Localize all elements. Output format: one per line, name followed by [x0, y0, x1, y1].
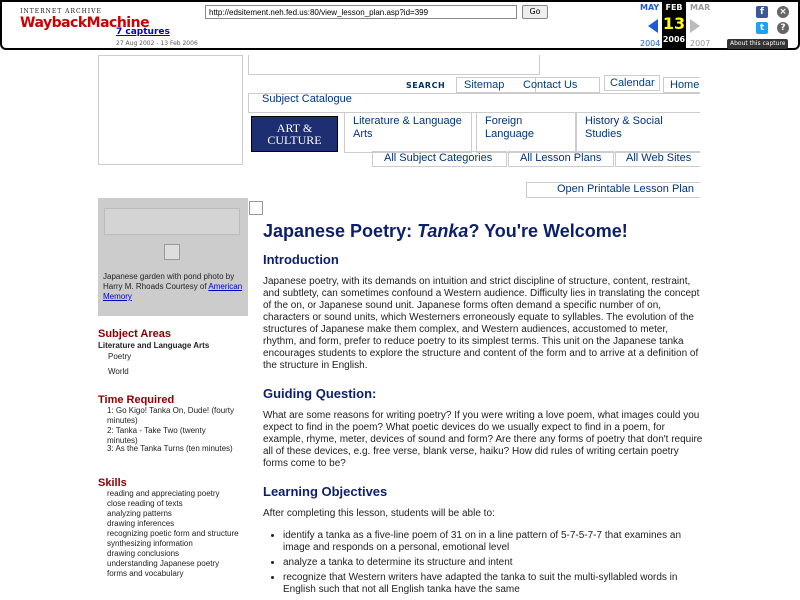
skills-heading: Skills: [98, 477, 127, 489]
guiding-question-text: What are some reasons for writing poetry? If you were writing a love poem, what images could you expect to find in the poem? What poetic devices do we usually expect to find in a poem, for example, rhyme, meter, devices of sound and form? Are there any forms of poetry that don't require all of these devices, e.g. free verse, blank verse, haiku? How did rules of writing certain poetry forms come to be?: [263, 410, 703, 469]
skill-item: recognizing poetic form and structure: [107, 529, 239, 538]
skill-item: reading and appreciating poetry: [107, 489, 220, 498]
history-label-1: History & Social: [585, 115, 663, 127]
image-caption: [103, 272, 243, 302]
skill-item: understanding Japanese poetry forms and vocabulary: [107, 559, 220, 578]
header-banner: [248, 55, 540, 75]
page-title: [263, 220, 703, 242]
twitter-icon[interactable]: t: [756, 22, 768, 34]
skill-item: drawing conclusions: [107, 549, 180, 558]
about-capture-button[interactable]: About this capture: [727, 39, 788, 49]
prev-year[interactable]: 2004: [640, 39, 661, 48]
next-month: MAR: [690, 3, 711, 12]
subject-areas-heading: Subject Areas: [98, 328, 171, 340]
next-year: 2007: [690, 39, 711, 48]
all-web-sites-link[interactable]: All Web Sites: [626, 152, 692, 164]
broken-image-icon: [164, 244, 180, 260]
subject-item-world[interactable]: World: [108, 367, 129, 376]
logo-line-1: INTERNET ARCHIVE: [20, 8, 102, 15]
introduction-heading: Introduction: [263, 252, 339, 267]
list-item: • recognize that Western writers have adapted the tanka to suit the multi-syllabled words in English such that not all English tanka have the same: [283, 572, 703, 596]
list-item: • identify a tanka as a five-line poem of 31 on in a line pattern of 5-7-5-7-7 that examines an image and responds on a personal, emotional level: [283, 530, 703, 554]
american-memory-link[interactable]: American Memory: [103, 282, 243, 301]
subject-main[interactable]: Literature and Language Arts: [98, 341, 210, 350]
time-item-3: 3: As the Tanka Turns (ten minutes): [107, 444, 233, 453]
title-pre: Japanese Poetry:: [263, 221, 418, 241]
art-label-2: CULTURE: [267, 133, 322, 147]
prev-month[interactable]: MAY: [640, 3, 660, 12]
caption-text: Japanese garden with pond photo by Harry M. Rhoads Courtesy of: [103, 272, 235, 291]
foreign-language-link[interactable]: [485, 115, 534, 141]
subject-item-poetry[interactable]: Poetry: [108, 352, 132, 361]
literature-label-1: Literature & Language: [353, 115, 462, 127]
image-placeholder: [104, 208, 240, 235]
objectives-list: [263, 530, 703, 596]
current-year: 2006: [662, 35, 686, 44]
history-link[interactable]: [585, 115, 663, 141]
history-label-2: Studies: [585, 128, 622, 140]
time-item-1: 1: Go Kigo! Tanka On, Dude! (fourty minutes): [107, 406, 235, 425]
literature-link[interactable]: [353, 115, 462, 141]
all-lessons-link[interactable]: All Lesson Plans: [520, 152, 602, 164]
capture-range: 27 Aug 2002 - 13 Feb 2006: [116, 40, 198, 47]
home-link[interactable]: Home: [670, 79, 700, 91]
skill-item: drawing inferences: [107, 519, 175, 528]
introduction-text: Japanese poetry, with its demands on intuition and strict discipline of structure, content, restraint, and subtlety, can sometimes confound a Western audience. Difficulty lies in translating the concept of the on, or Japanese sound unit. Japanese forms often demand a specific number of on, characters or sound units, which Westerners erroneously equate to syllables. The evolution of the structures of Japanese make them complex, and Western audiences, accustomed to meter, rhythm, and form, prefer to reduce poetry to its simplest terms. This unit on the Japanese tanka encourages students to explore the structure and content of the form and to arrive at a definition of the structure in English.: [263, 276, 700, 371]
search-label[interactable]: SEARCH: [406, 81, 446, 90]
current-day: 13: [662, 14, 686, 33]
current-month: FEB: [665, 3, 683, 12]
literature-label-2: Arts: [353, 128, 373, 140]
calendar-link[interactable]: Calendar: [610, 77, 655, 89]
art-label-1: ART &: [276, 121, 313, 135]
url-input[interactable]: http://edsitement.neh.fed.us:80/view_lesson_plan.asp?id=399: [205, 5, 517, 19]
learning-objectives-heading: Learning Objectives: [263, 484, 388, 499]
foreign-label-1: Foreign: [485, 115, 523, 127]
objectives-intro: After completing this lesson, students will be able to:: [263, 508, 495, 519]
next-capture-arrow-icon: [690, 19, 700, 33]
subject-catalogue-link[interactable]: Subject Catalogue: [262, 93, 352, 105]
logo-line-2: WaybackMachine: [20, 15, 150, 31]
site-logo-box: [98, 55, 243, 165]
guiding-question-heading: Guiding Question:: [263, 386, 377, 401]
help-icon[interactable]: ?: [777, 22, 789, 34]
time-required-heading: Time Required: [98, 394, 175, 406]
skill-item: analyzing patterns: [107, 509, 172, 518]
prev-capture-arrow-icon[interactable]: [648, 19, 658, 33]
skill-item: close reading of texts: [107, 499, 183, 508]
skill-item: synthesizing information: [107, 539, 193, 548]
current-capture-date: [662, 2, 686, 48]
skills-list: [107, 489, 239, 579]
go-button[interactable]: Go: [522, 5, 548, 19]
printable-lesson-link[interactable]: Open Printable Lesson Plan: [557, 183, 694, 195]
list-item: • analyze a tanka to determine its structure and intent: [283, 557, 703, 569]
title-post: ? You're Welcome!: [468, 221, 628, 241]
title-em: Tanka: [417, 221, 469, 241]
close-icon[interactable]: ×: [777, 6, 789, 18]
wayback-toolbar: [0, 0, 800, 50]
facebook-icon[interactable]: f: [756, 6, 768, 18]
all-subjects-link[interactable]: All Subject Categories: [384, 152, 493, 164]
contact-link[interactable]: Contact Us: [523, 79, 578, 91]
foreign-label-2: Language: [485, 128, 534, 140]
lesson-content: [263, 220, 703, 599]
time-item-2: 2: Tanka - Take Two (twenty minutes): [107, 426, 206, 445]
art-culture-button[interactable]: [251, 116, 338, 152]
captures-link[interactable]: 7 captures: [116, 27, 170, 37]
broken-image-icon: [249, 201, 263, 215]
sitemap-link[interactable]: Sitemap: [464, 79, 505, 91]
